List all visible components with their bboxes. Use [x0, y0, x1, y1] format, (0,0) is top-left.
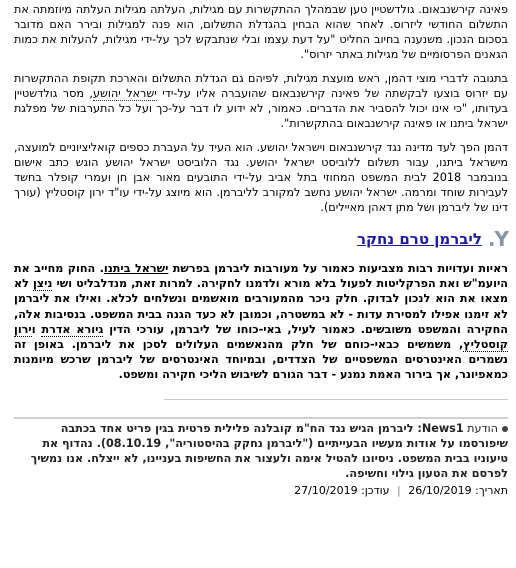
nitzan-link[interactable]: ניצן — [32, 277, 53, 291]
updated-label: עודכן: — [361, 483, 390, 497]
paragraph-text: פאינה קירשנבאום. גולדשטיין טען שבמהלך ההתקשרות עם מגילות, העלתה מגילות העלתה מיוזמתה את התשלום החודשי ליזרוס. לאחר שהוא הבחין בהגדלת התשלום, הוא פנה למגילות ובירר האם מדובר בסכום הנכון. משנענה בחיוב החליט "על דעת עצמו ובלי שנתבקש לכך על-ידי מגילות, להעלות את כמות הגאנים הפרסומיים של מגילות באתר יזרוס". — [14, 3, 508, 61]
notice-body: : ליברמן הגיש נגד הח"מ קובלנה פלילית פרטית בגין פריט אחד בכתבה שיפורסמו על אודות מעשיו הבעייתיים ("ליברמן נחקק בהיסטוריה", 08.10.19). נהדוף את טיעוניו בבית המשפט. ניסיונו להטיל אימה ולעצור את החשיפות בעניינו, לא ייצלח. אנו נמשיך לפרסם את הטעון גילוי וחשיפה. — [30, 421, 508, 480]
paragraph-text: לא מצאו את הוא לנכון לבדוק. חלק ניכר מהמעורבים מואשמים ונשלחים לכלא. ואילו את ליברמן לא זימנו אפילו למסירת עדות - לא במשטרה, וכמובן לא כעד הגנה בבית המשפט. בנסיבות אלה, החקירה והמשפט משובשים. כאמור לעיל, באי-כוחו של ליברמן, עורכי הדין — [14, 277, 508, 336]
israel-yehoshua-link[interactable]: ישראל יהושע — [92, 87, 157, 100]
news1-notice — [14, 417, 508, 497]
date-value: 26/10/2019 — [408, 483, 472, 497]
date-separator: | — [397, 483, 401, 497]
updated-value: 27/10/2019 — [294, 483, 358, 497]
article-paragraph-3 — [14, 140, 508, 215]
giora-aderet-link[interactable]: גיורא אדרת — [41, 322, 104, 336]
notice-source: News1 — [421, 421, 464, 435]
section-heading-row — [14, 229, 508, 249]
israel-beytenu-link[interactable]: ישראל ביתנו — [103, 262, 169, 275]
notice-text — [14, 421, 508, 481]
bullet-icon — [502, 426, 508, 432]
section-marker: Y. — [487, 227, 508, 251]
paragraph-text: ראיות ועדויות רבות מצביעות כאמור על מעורבות ליברמן בפרשת — [168, 262, 508, 275]
yaron-kostelitz-link[interactable]: ירון קוסטליץ — [14, 322, 508, 352]
article-paragraph-1 — [14, 0, 508, 62]
bold-paragraph — [14, 261, 508, 383]
paragraph-text: . החוק מחייב את היועמ"ש ואת הפרקליטות לפעול בלא מורא ולדמנו לחקירה. למרות זאת, מנדלבליט ושי — [14, 262, 508, 291]
article-paragraph-2 — [14, 71, 508, 131]
divider — [164, 399, 508, 400]
section-heading: ליברמן טרם נחקר — [356, 230, 482, 248]
paragraph-text: דהמן הפך לעד מדינה נגד קירשנבאום וישראל יהושע. הוא העיד על העברת כספים קואליציוניים למועצה, מישראל ביתנו, עבור תשלום ללוביסט ישראל יהושע. נגד הלוביסט ישראל יהושע הוגש כתב אישום בנובמבר 2018 לבית המשפט המחוזי בתל אביב על-ידי התובעים מאור אבן חן ועמרי קופלר בחשד לעבירות שוחד ומרמה. ישראל יהושע נחשב למקורב לליברמן. הוא מיוצג על-ידי עו"ד ירון קוסטליץ (עורך דינו של ליברמן ושל מתן דאהן מאיילים). — [14, 141, 508, 214]
paragraph-text: , משמשים כבאי-כוחם של חלק מהנאשמים העלולים לסכן את ליברמן. באופן זה נשמרים האינטרסים המשפטיים של הצדדים, ובמיוחד האינטרסים של ליברמן שרכש מיומנות כמאפיונר, אך בירור האמת נמנע - דבר הגורם לשיבוש הליכי חקירה ומשפט. — [14, 338, 508, 382]
notice-prefix: הודעת — [463, 421, 498, 435]
date-label: תאריך: — [475, 483, 508, 497]
date-line — [14, 484, 508, 497]
paragraph-text: ו — [31, 322, 42, 336]
paragraph-text: , מסר גולדשטיין בעדותו, "כי אינו יכול להסביר את הדברים. כאמור, לא ידוע לו דבר על-כך ועל כל התערבות של מפלגת ישראל ביתנו או פאינה קירשנבאום בהתקשרות". — [14, 87, 508, 130]
paragraph-text: בתגובה לדברי מוצי דהמן, ראש מועצת מגילות, לפיהם גם הגדלת התשלום והארכת תקופת ההתקשרות עם יזרוס בוצעו לבקשתה של פאינה קירשנבאום שהועברה אליו על-ידי — [14, 72, 509, 100]
